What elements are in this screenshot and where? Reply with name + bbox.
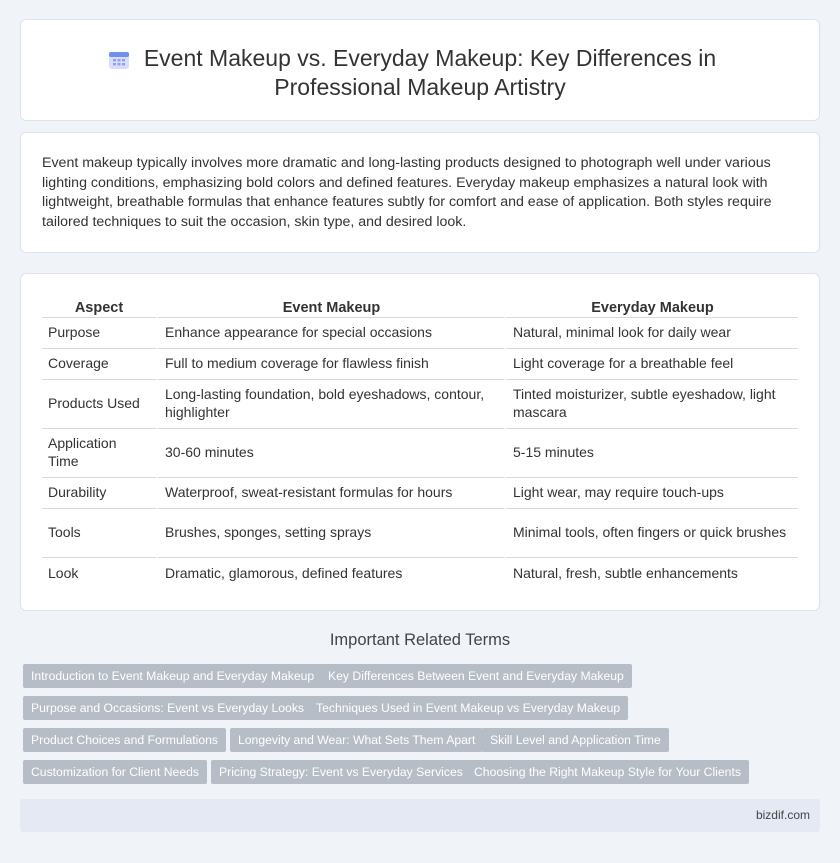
related-term-link[interactable]: Product Choices and Formulations [23, 728, 226, 752]
cell-aspect: Application Time [42, 429, 156, 478]
cell-event: Long-lasting foundation, bold eyeshadows, contour, highlighter [156, 380, 504, 429]
header-event-makeup: Event Makeup [156, 296, 504, 318]
cell-everyday: Natural, minimal look for daily wear [504, 318, 798, 349]
page-title [21, 44, 819, 102]
related-term-link[interactable]: Pricing Strategy: Event vs Everyday Services [211, 760, 471, 784]
table-row [42, 380, 798, 429]
cell-aspect: Tools [42, 509, 156, 558]
cell-everyday: Light wear, may require touch-ups [504, 478, 798, 509]
related-term-link[interactable]: Skill Level and Application Time [482, 728, 669, 752]
related-term-link[interactable]: Purpose and Occasions: Event vs Everyday Looks [23, 696, 312, 720]
page-title-line-2: Professional Makeup Artistry [274, 74, 566, 100]
cell-everyday: Light coverage for a breathable feel [504, 349, 798, 380]
related-term-link[interactable]: Customization for Client Needs [23, 760, 207, 784]
related-term-link[interactable]: Introduction to Event Makeup and Everyday Makeup [23, 664, 322, 688]
cell-event: Waterproof, sweat-resistant formulas for hours [156, 478, 504, 509]
table-header-row [42, 296, 798, 318]
table-row [42, 429, 798, 478]
table-row [42, 349, 798, 380]
cell-event: Dramatic, glamorous, defined features [156, 558, 504, 589]
comparison-table [42, 296, 798, 589]
table-row [42, 558, 798, 589]
cell-everyday: Tinted moisturizer, subtle eyeshadow, light mascara [504, 380, 798, 429]
table-row [42, 318, 798, 349]
title-card [20, 19, 820, 121]
cell-everyday: 5-15 minutes [504, 429, 798, 478]
footer-bar [20, 799, 820, 832]
cell-aspect: Durability [42, 478, 156, 509]
related-term-link[interactable]: Choosing the Right Makeup Style for Your Clients [466, 760, 749, 784]
cell-aspect: Purpose [42, 318, 156, 349]
related-term-link[interactable]: Key Differences Between Event and Everyday Makeup [320, 664, 632, 688]
header-aspect: Aspect [42, 296, 156, 318]
cell-event: 30-60 minutes [156, 429, 504, 478]
page-title-line-1: Event Makeup vs. Everyday Makeup: Key Differences in [143, 45, 717, 71]
related-term-link[interactable]: Techniques Used in Event Makeup vs Everyday Makeup [308, 696, 628, 720]
table-row [42, 509, 798, 558]
cell-event: Brushes, sponges, setting sprays [156, 509, 504, 558]
header-everyday-makeup: Everyday Makeup [504, 296, 798, 318]
intro-paragraph: Event makeup typically involves more dramatic and long-lasting products designed to photograph well under various lighting conditions, emphasizing bold colors and defined features. Everyday makeup emphasizes a natural look with lightweight, breathable formulas that enhance features subtly for comfort and ease of application. Both styles require tailored techniques to suit the occasion, skin type, and desired look. [42, 155, 772, 230]
related-terms-heading: Important Related Terms [329, 631, 511, 649]
cell-everyday: Natural, fresh, subtle enhancements [504, 558, 798, 589]
comparison-card [20, 273, 820, 611]
footer-brand: bizdif.com [755, 808, 810, 822]
intro-card [20, 132, 820, 253]
cell-event: Full to medium coverage for flawless finish [156, 349, 504, 380]
table-row [42, 478, 798, 509]
cell-event: Enhance appearance for special occasions [156, 318, 504, 349]
related-term-link[interactable]: Longevity and Wear: What Sets Them Apart [230, 728, 483, 752]
cell-aspect: Look [48, 564, 79, 581]
cell-everyday: Minimal tools, often fingers or quick brushes [504, 509, 798, 558]
cell-aspect: Coverage [42, 349, 156, 380]
cell-aspect: Products Used [42, 380, 156, 429]
